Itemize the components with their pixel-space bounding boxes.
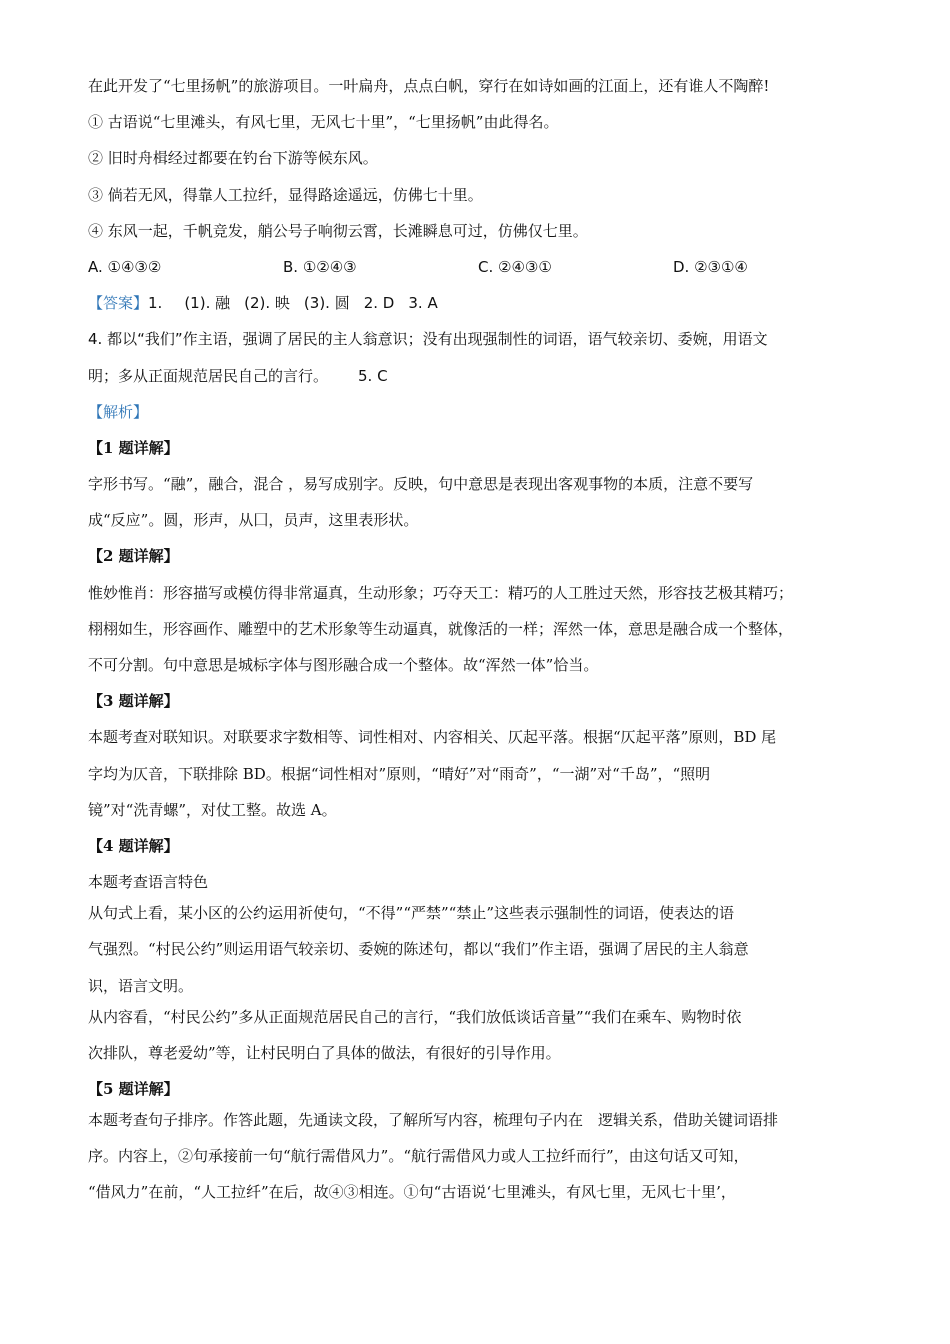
detail-3-title: 【3 题详解】 xyxy=(88,692,179,711)
detail-2-line: 栩栩如生，形容画作、雕塑中的艺术形象等生动逼真，就像活的一样；浑然一体，意思是融合成一个整体， xyxy=(88,619,794,638)
sentence-4: ④ 东风一起，千帆竞发，艄公号子响彻云霄，长滩瞬息可过，仿佛仅七里。 xyxy=(88,221,588,240)
detail-2-title: 【2 题详解】 xyxy=(88,547,179,566)
detail-4-line: 从内容看，“村民公约”多从正面规范居民自己的言行，“我们放低谈话音量”“我们在乘车、购物时依 xyxy=(88,1007,742,1026)
detail-3-line: 镜”对“洗青螺”，对仗工整。故选 A。 xyxy=(88,800,337,819)
sentence-1: ① 古语说“七里滩头，有风七里，无风七十里”，“七里扬帆”由此得名。 xyxy=(88,113,559,132)
detail-4-line: 气强烈。“村民公约”则运用语气较亲切、委婉的陈述句，都以“我们”作主语，强调了居民的主人翁意 xyxy=(88,940,749,959)
detail-1-title: 【1 题详解】 xyxy=(88,438,179,457)
analysis-label: 【解析】 xyxy=(88,402,149,421)
detail-4-line: 次排队，尊老爱幼”等，让村民明白了具体的做法，有很好的引导作用。 xyxy=(88,1043,561,1062)
detail-4-line: 本题考查语言特色 xyxy=(88,873,209,892)
option-b: B. ①②④③ xyxy=(283,257,357,276)
detail-1-line: 字形书写。“融”，融合，混合 ，易写成别字。反映，句中意思是表现出客观事物的本质，注意不要写 xyxy=(88,475,754,494)
detail-5-line: “借风力”在前，“人工拉纤”在后，故④③相连。①句“古语说‘七里滩头，有风七里，无风七十里’， xyxy=(88,1183,736,1202)
option-c: C. ②④③① xyxy=(478,257,552,276)
detail-1-line: 成“反应”。圆，形声，从囗，员声，这里表形状。 xyxy=(88,511,419,530)
answer-q4-line1: 4. 都以“我们”作主语，强调了居民的主人翁意识；没有出现强制性的词语，语气较亲切、委婉，用语文 xyxy=(88,330,768,349)
answer-line xyxy=(88,293,868,313)
answer-q1-part3: (3). 圆 xyxy=(303,294,350,313)
sentence-3: ③ 倘若无风，得靠人工拉纤，显得路途遥远，仿佛七十里。 xyxy=(88,185,483,204)
detail-4-line: 从句式上看，某小区的公约运用祈使句，“不得”“严禁”“禁止”这些表示强制性的词语，使表达的语 xyxy=(88,904,735,923)
detail-4-line: 识，语言文明。 xyxy=(88,976,194,995)
detail-2-line: 惟妙惟肖：形容描写或模仿得非常逼真，生动形象；巧夺天工：精巧的人工胜过天然，形容技艺极其精巧； xyxy=(88,583,794,602)
detail-4-title: 【4 题详解】 xyxy=(88,836,179,855)
option-a: A. ①④③② xyxy=(88,257,162,276)
detail-2-line: 不可分割。句中意思是城标字体与图形融合成一个整体。故“浑然一体”恰当。 xyxy=(88,656,599,674)
detail-5-title: 【5 题详解】 xyxy=(88,1079,179,1098)
answer-q3: 3. A xyxy=(408,294,438,313)
detail-5-line: 序。内容上，②句承接前一句“航行需借风力”。“航行需借风力或人工拉纤而行”，由这句话又可知， xyxy=(88,1147,749,1166)
answer-q4-line2: 明；多从正面规范居民自己的言行。 xyxy=(88,366,329,385)
options-row xyxy=(88,257,868,277)
detail-3-line: 字均为仄音，下联排除 BD。根据“词性相对”原则，“晴好”对“雨奇”，“一湖”对“千岛”，“照明 xyxy=(88,764,711,783)
answer-label: 【答案】 xyxy=(88,294,149,313)
answer-q4-line2-row xyxy=(88,366,868,386)
sentence-2: ② 旧时舟楫经过都要在钓台下游等候东风。 xyxy=(88,149,378,168)
answer-q1-part1: (1). 融 xyxy=(184,294,231,313)
answer-q5: 5. C xyxy=(358,366,388,385)
answer-q1-part2: (2). 映 xyxy=(244,294,290,313)
answer-q1: 1. xyxy=(148,294,163,313)
detail-5-line: 本题考查句子排序。作答此题，先通读文段，了解所写内容，梳理句子内在 逻辑关系，借助关键词语排 xyxy=(88,1110,779,1129)
detail-3-line: 本题考查对联知识。对联要求字数相等、词性相对、内容相关、仄起平落。根据“仄起平落”原则，BD 尾 xyxy=(88,728,777,747)
answer-q2: 2. D xyxy=(363,294,395,313)
option-d: D. ②③①④ xyxy=(673,257,748,276)
intro-line: 在此开发了“七里扬帆”的旅游项目。一叶扁舟，点点白帆，穿行在如诗如画的江面上，还有谁人不陶醉! xyxy=(88,77,770,95)
document-page xyxy=(88,76,868,1218)
